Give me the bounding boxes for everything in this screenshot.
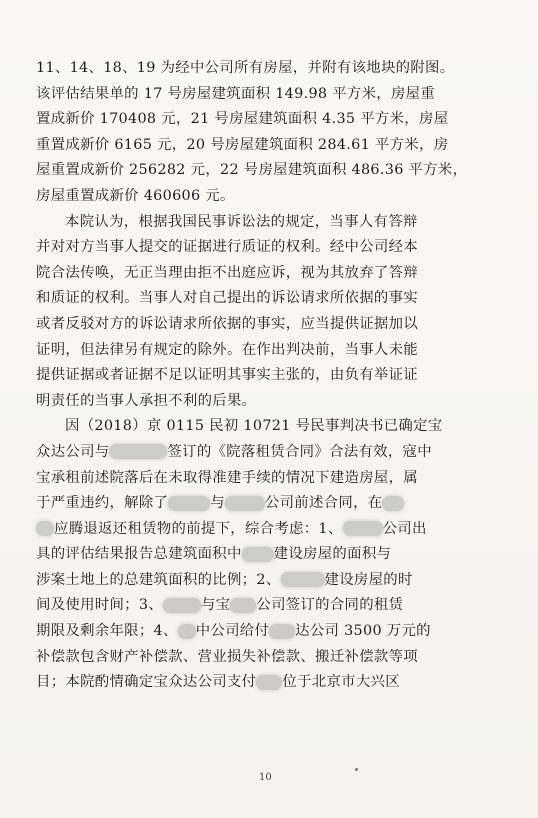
text-fragment: 中公司给付	[195, 623, 270, 640]
text-line: 提供证据或者证据不足以证明其事实主张的，由负有举证证	[36, 367, 418, 384]
text-line	[36, 619, 502, 645]
text-line	[36, 568, 502, 594]
text-line: 宝承租前述院落后在未取得准建手续的情况下建造房屋，属	[36, 469, 418, 486]
body-text	[36, 56, 502, 696]
text-line	[36, 670, 502, 696]
text-line: 本院认为，根据我国民事诉讼法的规定，当事人有答辩	[65, 213, 418, 230]
text-line	[36, 593, 502, 619]
text-line: 证明，但法律另有规定的除外。在作出判决前，当事人未能	[36, 341, 418, 358]
text-line	[36, 440, 502, 466]
text-line: 因（2018）京 0115 民初 10721 号民事判决书已确定宝	[65, 418, 443, 435]
text-fragment: 公司前述合同，在	[264, 495, 383, 512]
text-line: 置成新价 170408 元，21 号房屋建筑面积 4.35 平方米，房屋	[36, 111, 449, 128]
text-line: 房屋重置成新价 460606 元。	[36, 187, 235, 204]
text-line: 补偿款包含财产补偿款、营业损失补偿款、搬迁补偿款等项	[36, 648, 418, 665]
redaction-blur	[225, 496, 265, 511]
text-fragment: 建设房屋的时	[324, 571, 413, 588]
text-line: 明责任的当事人承担不利的后果。	[36, 392, 257, 409]
scan-speck	[355, 768, 358, 771]
text-fragment: 与宝	[200, 597, 231, 614]
redaction-blur	[163, 598, 201, 613]
text-fragment: 建设房屋的面积与	[273, 546, 392, 563]
text-fragment: 众达公司与	[36, 443, 110, 460]
text-fragment: 与	[210, 495, 225, 512]
redaction-blur	[36, 521, 54, 536]
redaction-blur	[343, 521, 383, 536]
text-line: 并对对方当事人提交的证据进行质证的权利。经中公司经本	[36, 239, 418, 256]
text-line: 11、14、18、19 为经中公司所有房屋，并附有该地块的附图。	[36, 60, 455, 76]
text-fragment: 期限及剩余年限；4、	[36, 623, 178, 640]
text-fragment: 于严重违约，解除了	[36, 495, 169, 512]
text-line: 屋重置成新价 256282 元，22 号房屋建筑面积 486.36 平方米，	[36, 162, 468, 179]
redaction-blur	[168, 496, 210, 511]
text-fragment: 位于北京市大兴区	[282, 674, 400, 691]
redaction-blur	[178, 624, 196, 639]
text-fragment: 涉案土地上的总建筑面积的比例；2、	[36, 571, 281, 588]
text-line: 或者反驳对方的诉讼请求所依据的事实，应当提供证据加以	[36, 315, 418, 332]
text-fragment: 具的评估结果报告总建筑面积中	[36, 546, 242, 563]
text-fragment: 间及使用时间；3、	[36, 597, 163, 614]
text-fragment: 目；本院酌情确定宝众达公司支付	[36, 674, 257, 691]
text-fragment: 公司出	[382, 520, 427, 537]
redaction-blur	[242, 547, 274, 562]
text-fragment: 达公司 3500 万元的	[295, 623, 431, 640]
text-line: 重置成新价 6165 元，20 号房屋建筑面积 284.61 平方米，房	[36, 136, 449, 153]
text-line	[36, 542, 502, 568]
redaction-blur	[256, 675, 282, 690]
text-line	[36, 517, 502, 543]
redaction-blur	[281, 572, 325, 587]
text-line: 该评估结果单的 17 号房屋建筑面积 149.98 平方米，房屋重	[36, 85, 436, 102]
text-line	[36, 491, 502, 517]
text-line: 和质证的权利。当事人对自己提出的诉讼请求所依据的事实	[36, 290, 418, 307]
redaction-blur	[230, 598, 256, 613]
redaction-blur	[269, 624, 295, 639]
redaction-blur	[382, 496, 404, 511]
text-fragment: 签订的《院落租赁合同》合法有效，寇中	[167, 443, 432, 460]
text-line: 院合法传唤，无正当理由拒不出庭应诉，视为其放弃了答辩	[36, 264, 418, 281]
redaction-blur	[109, 444, 167, 459]
page-number: 10	[259, 772, 272, 783]
text-fragment: 应腾退返还租赁物的前提下，综合考虑：1、	[54, 520, 343, 537]
text-fragment: 公司签订的合同的租赁	[256, 597, 404, 614]
